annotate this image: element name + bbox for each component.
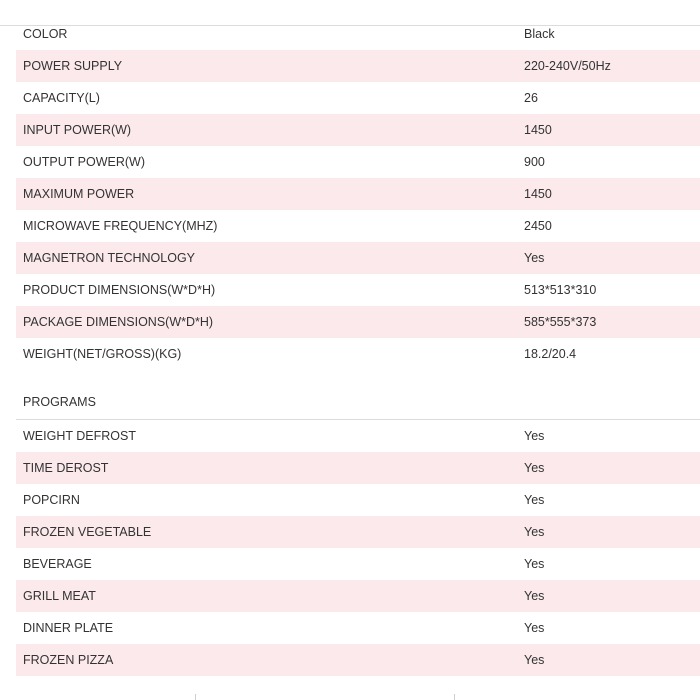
spec-value: 220-240V/50Hz bbox=[524, 59, 611, 73]
program-value: Yes bbox=[524, 621, 545, 635]
table-row bbox=[16, 114, 700, 146]
spec-table bbox=[16, 18, 700, 370]
table-row bbox=[16, 612, 700, 644]
table-row bbox=[16, 516, 700, 548]
spec-value: 18.2/20.4 bbox=[524, 347, 577, 361]
table-row bbox=[16, 210, 700, 242]
spec-label: OUTPUT POWER(W) bbox=[23, 155, 145, 169]
spec-value: Yes bbox=[524, 251, 545, 265]
table-row bbox=[16, 338, 700, 370]
spec-value: 513*513*310 bbox=[524, 283, 597, 297]
spec-label: PACKAGE DIMENSIONS(W*D*H) bbox=[23, 315, 214, 329]
bottom-edge bbox=[0, 694, 700, 700]
program-value: Yes bbox=[524, 493, 545, 507]
spec-label: WEIGHT(NET/GROSS)(KG) bbox=[23, 347, 182, 361]
table-row bbox=[16, 548, 700, 580]
spec-label: MICROWAVE FREQUENCY(MHZ) bbox=[23, 219, 218, 233]
program-label: GRILL MEAT bbox=[23, 589, 96, 603]
table-row bbox=[16, 274, 700, 306]
spec-value: 1450 bbox=[524, 187, 552, 201]
table-row bbox=[16, 484, 700, 516]
spec-label: POWER SUPPLY bbox=[23, 59, 123, 73]
table-row bbox=[16, 452, 700, 484]
program-label: POPCIRN bbox=[23, 493, 80, 507]
spec-value: 26 bbox=[524, 91, 538, 105]
spec-label: MAGNETRON TECHNOLOGY bbox=[23, 251, 196, 265]
program-value: Yes bbox=[524, 653, 545, 667]
divider-tick bbox=[195, 694, 196, 700]
program-label: FROZEN PIZZA bbox=[23, 653, 114, 667]
spec-value: 1450 bbox=[524, 123, 552, 137]
program-value: Yes bbox=[524, 589, 545, 603]
table-row bbox=[16, 580, 700, 612]
spec-label: PRODUCT DIMENSIONS(W*D*H) bbox=[23, 283, 216, 297]
programs-table bbox=[16, 420, 700, 676]
table-row bbox=[16, 50, 700, 82]
table-row bbox=[16, 306, 700, 338]
table-row bbox=[16, 18, 700, 50]
table-row bbox=[16, 178, 700, 210]
spec-label: CAPACITY(L) bbox=[23, 91, 100, 105]
program-value: Yes bbox=[524, 557, 545, 571]
program-value: Yes bbox=[524, 429, 545, 443]
spec-value: 2450 bbox=[524, 219, 552, 233]
table-row bbox=[16, 644, 700, 676]
table-row bbox=[16, 242, 700, 274]
spec-value: 585*555*373 bbox=[524, 315, 597, 329]
spec-value: Black bbox=[524, 27, 555, 41]
program-label: BEVERAGE bbox=[23, 557, 92, 571]
program-label: TIME DEROST bbox=[23, 461, 109, 475]
divider-tick bbox=[454, 694, 455, 700]
table-row bbox=[16, 82, 700, 114]
spec-label: MAXIMUM POWER bbox=[23, 187, 135, 201]
spec-label: INPUT POWER(W) bbox=[23, 123, 132, 137]
program-value: Yes bbox=[524, 461, 545, 475]
spec-label: COLOR bbox=[23, 27, 68, 41]
program-value: Yes bbox=[524, 525, 545, 539]
program-label: DINNER PLATE bbox=[23, 621, 114, 635]
program-label: WEIGHT DEFROST bbox=[23, 429, 136, 443]
section-title: PROGRAMS bbox=[23, 395, 96, 409]
table-row bbox=[16, 146, 700, 178]
programs-heading bbox=[16, 385, 700, 419]
spec-value: 900 bbox=[524, 155, 545, 169]
program-label: FROZEN VEGETABLE bbox=[23, 525, 152, 539]
table-row bbox=[16, 420, 700, 452]
